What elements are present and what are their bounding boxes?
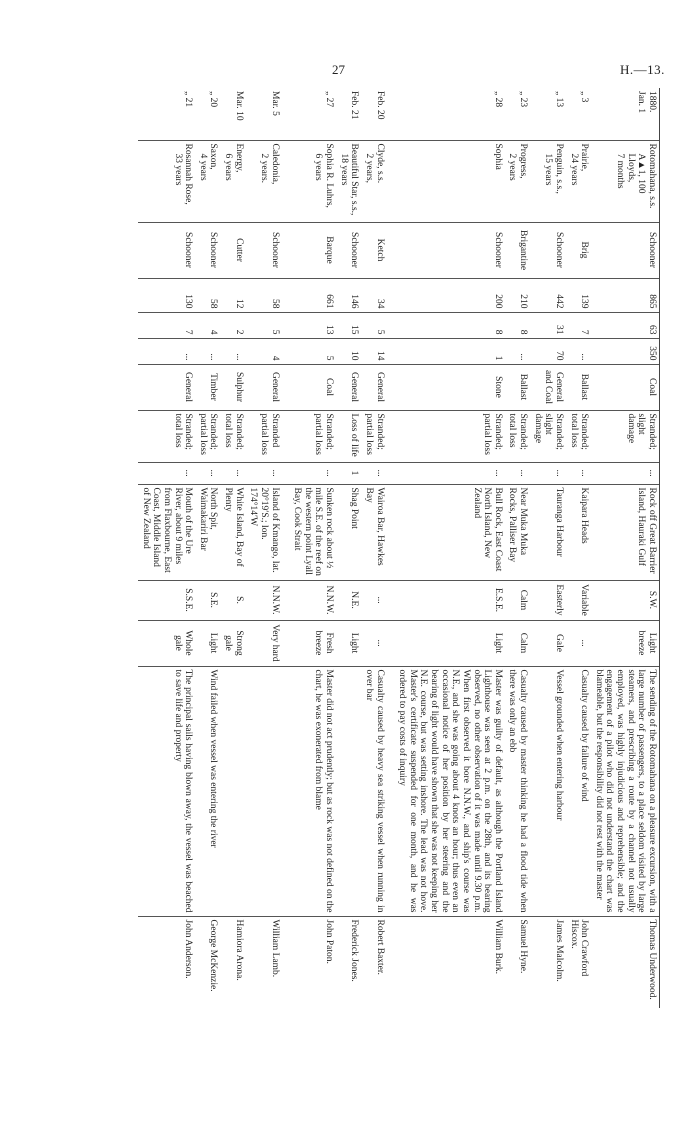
day-label: 28 <box>492 97 503 108</box>
lives-lost-cell: ... <box>505 462 530 484</box>
master-cell: John Anderson. <box>138 916 195 1008</box>
tonnage-cell: 139 <box>566 278 591 312</box>
lives-lost-cell: ... <box>246 462 290 484</box>
table-row <box>530 88 566 1008</box>
vessel-detail: 6 years <box>313 153 324 181</box>
day-label: 21 <box>349 110 360 120</box>
day-label: 21 <box>183 97 194 108</box>
vessel-detail: 4 years <box>197 153 208 181</box>
vessel-detail: 24 years <box>568 153 579 186</box>
vessel-name: Rosannah Rose, <box>183 143 194 205</box>
vessel-cell <box>395 140 505 222</box>
crew-cell: 63 <box>591 312 659 338</box>
finding-cell: Vessel grounded when entering harbour <box>530 666 566 916</box>
tonnage-cell: 130 <box>138 278 195 312</box>
month-label: „ <box>208 91 219 96</box>
date-cell <box>505 88 530 140</box>
place-cell: Rock off Great Barrier Island, Hauraki Gulf <box>591 484 659 580</box>
vessel-name: Energy, <box>233 143 244 173</box>
finding-cell: Wind failed when vessel was entering the river <box>195 666 220 916</box>
vessel-name: Sophia R. Luhrs, <box>324 143 335 208</box>
place-cell: North Spit, Waimakariri Bar <box>195 484 220 580</box>
wreck-returns-table <box>138 88 660 1008</box>
vessel-name: Rotomahana, s.s. <box>647 143 657 209</box>
master-cell: Samuel Hyne. <box>505 916 530 1008</box>
wind-force-cell: ... <box>361 620 394 666</box>
master-cell: John Crawford Hiscox. <box>566 916 591 1008</box>
wind-direction-cell: E.S.E. <box>395 580 505 620</box>
crew-cell: 4 <box>195 312 220 338</box>
vessel-name: Beautiful Star, s.s., <box>349 143 360 216</box>
day-label: 20 <box>374 110 385 120</box>
date-cell <box>395 88 505 140</box>
date-cell <box>195 88 220 140</box>
wind-force-cell: Fresh breeze <box>290 620 337 666</box>
vessel-cell <box>566 140 591 222</box>
place-cell: Shag Point <box>336 484 361 580</box>
wind-force-cell: Light breeze <box>591 620 659 666</box>
tonnage-cell: 210 <box>505 278 530 312</box>
damage-cell: Stranded; total loss <box>566 410 591 462</box>
rig-cell: Schooner <box>591 222 659 278</box>
rig-cell: Barque <box>290 222 337 278</box>
day-label: 5 <box>269 111 280 116</box>
table-row <box>246 88 290 1008</box>
damage-cell: Stranded; total loss <box>221 410 246 462</box>
cargo-cell: General <box>336 364 361 410</box>
vessel-detail: 18 years <box>338 153 349 186</box>
cargo-cell: Stone <box>395 364 505 410</box>
place-cell: Sunken rock about ½ mile S.E. of the reef on the western point Lyall Bay, Cook Strait <box>290 484 337 580</box>
cargo-cell: Coal <box>591 364 659 410</box>
wind-direction-cell: N.N.W. <box>246 580 290 620</box>
passengers-cell: ... <box>505 338 530 364</box>
rig-cell: Schooner <box>138 222 195 278</box>
master-cell: William Lamb. <box>246 916 290 1008</box>
month-label: Mar. <box>269 91 280 109</box>
cargo-cell: Sulphur <box>221 364 246 410</box>
vessel-name: Prairie, <box>579 143 590 172</box>
vessel-cell <box>361 140 394 222</box>
damage-cell: Loss of life <box>336 410 361 462</box>
tonnage-cell: 200 <box>395 278 505 312</box>
place-cell: Bull Rock, East Coast North Island, New Zealand <box>395 484 505 580</box>
vessel-name: Sophia <box>492 143 503 170</box>
wind-direction-cell: N.E. <box>336 580 361 620</box>
wind-direction-cell: S.S.E. <box>138 580 195 620</box>
damage-cell: Stranded; slight damage <box>530 410 566 462</box>
rig-cell: Schooner <box>246 222 290 278</box>
vessel-cell <box>505 140 530 222</box>
day-label: 1 <box>636 108 647 114</box>
finding-cell <box>221 666 246 916</box>
day-label: 23 <box>518 97 529 108</box>
rig-cell: Cutter <box>221 222 246 278</box>
tonnage-cell: 661 <box>290 278 337 312</box>
crew-cell: 31 <box>530 312 566 338</box>
tonnage-cell: 865 <box>591 278 659 312</box>
tonnage-cell: 58 <box>195 278 220 312</box>
day-label: 10 <box>233 111 244 121</box>
tonnage-cell: 442 <box>530 278 566 312</box>
rig-cell: Schooner <box>336 222 361 278</box>
month-label: „ <box>324 91 335 96</box>
finding-cell <box>336 666 361 916</box>
lives-lost-cell: ... <box>361 462 394 484</box>
crew-cell: 13 <box>290 312 337 338</box>
vessel-cell <box>246 140 290 222</box>
damage-cell: Stranded; slight damage <box>591 410 659 462</box>
finding-cell: The principal sails having blown away, the vessel was beached to save life and property <box>138 666 195 916</box>
wreck-returns-table-rotated <box>30 88 660 1008</box>
master-cell: William Burk. <box>395 916 505 1008</box>
wind-force-cell: Whole gale <box>138 620 195 666</box>
finding-cell: Master did not act prudently; but as rock was not defined on the chart, he was exonerated from blame <box>290 666 337 916</box>
month-label: „ <box>554 91 564 96</box>
month-label: „ <box>183 91 194 96</box>
day-label: 20 <box>208 97 219 108</box>
passengers-cell: 5 <box>290 338 337 364</box>
rig-cell: Brig <box>566 222 591 278</box>
rig-cell: Schooner <box>395 222 505 278</box>
wind-force-cell: Strong gale <box>221 620 246 666</box>
master-cell: James Malcolm. <box>530 916 566 1008</box>
rig-cell: Ketch <box>361 222 394 278</box>
cargo-cell: Timber <box>195 364 220 410</box>
vessel-detail: 6 years <box>223 153 234 181</box>
finding-cell <box>246 666 290 916</box>
month-label: Mar. <box>233 91 244 109</box>
month-label: „ <box>518 91 529 96</box>
wind-force-cell: Light <box>195 620 220 666</box>
tonnage-cell: 12 <box>221 278 246 312</box>
vessel-cell <box>530 140 566 222</box>
wind-direction-cell: S. <box>221 580 246 620</box>
date-cell <box>138 88 195 140</box>
wind-force-cell: ... <box>566 620 591 666</box>
table-row <box>336 88 361 1008</box>
table-row <box>195 88 220 1008</box>
wind-force-cell: Gale <box>530 620 566 666</box>
finding-cell: Master was guilty of default, as although the Portland Island Lighthouse was seen at 2 p.m. on the 28th, and its bearing observed, no other observation of it was made until 9.30 p.m. When first observed it bore N.N.W., and ship's course was N.E., and she was going about 4 knots an hour; thus even an occasional notice of her position by her steering and the bearing of light would have shown that she was not keeping her N.E. course, but was setting inshore. The lead was not hove. Master's certificate suspended for one month, and he was ordered to pay costs of inquiry <box>395 666 505 916</box>
month-label: „ <box>579 91 590 96</box>
lives-lost-cell: ... <box>290 462 337 484</box>
date-cell <box>530 88 566 140</box>
wind-direction-cell: S.E. <box>195 580 220 620</box>
wind-direction-cell: N.N.W. <box>290 580 337 620</box>
wind-force-cell: Calm <box>505 620 530 666</box>
cargo-cell: General <box>361 364 394 410</box>
passengers-cell: ... <box>138 338 195 364</box>
vessel-cell <box>138 140 195 222</box>
damage-cell: Stranded; partial loss <box>395 410 505 462</box>
lives-lost-cell: ... <box>566 462 591 484</box>
place-cell: Island of Kmango, lat. 20°19′S.; lon. 174°14′W <box>246 484 290 580</box>
passengers-cell: 4 <box>246 338 290 364</box>
master-cell: Robert Baxter. <box>361 916 394 1008</box>
crew-cell: 5 <box>246 312 290 338</box>
vessel-cell <box>336 140 361 222</box>
vessel-name: Penguin, s.s., <box>554 143 564 194</box>
rig-cell: Schooner <box>195 222 220 278</box>
cargo-cell: General <box>138 364 195 410</box>
master-cell: Frederick Jones. <box>336 916 361 1008</box>
cargo-cell: Ballast <box>505 364 530 410</box>
passengers-cell: 70 <box>530 338 566 364</box>
vessel-detail: A▲1, 100 Lloyds, <box>625 153 647 194</box>
place-cell: Tauranga Harbour <box>530 484 566 580</box>
table-row <box>290 88 337 1008</box>
wind-force-cell: Light <box>395 620 505 666</box>
place-cell: Wairoa Bar, Hawkes Bay <box>361 484 394 580</box>
crew-cell: 7 <box>138 312 195 338</box>
vessel-detail: 2 years <box>507 153 518 181</box>
crew-cell: 15 <box>336 312 361 338</box>
date-cell <box>246 88 290 140</box>
crew-cell: 7 <box>566 312 591 338</box>
date-cell <box>591 88 659 140</box>
vessel-detail-2: 7 months <box>615 153 626 189</box>
finding-cell: Casualty caused by failure of wind <box>566 666 591 916</box>
month-label: Feb. <box>374 91 385 108</box>
cargo-cell: General and Coal <box>530 364 566 410</box>
cargo-cell: General <box>246 364 290 410</box>
vessel-cell <box>195 140 220 222</box>
table-row <box>361 88 394 1008</box>
passengers-cell: ... <box>195 338 220 364</box>
vessel-detail: 2 years, <box>364 153 374 184</box>
passengers-cell: 10 <box>336 338 361 364</box>
tonnage-cell: 58 <box>246 278 290 312</box>
wind-direction-cell: Calm <box>505 580 530 620</box>
lives-lost-cell: 1 <box>336 462 361 484</box>
wind-force-cell: Very hard <box>246 620 290 666</box>
lives-lost-cell: ... <box>395 462 505 484</box>
day-label: 13 <box>554 97 564 108</box>
damage-cell: Stranded; partial loss <box>361 410 394 462</box>
lives-lost-cell: ... <box>221 462 246 484</box>
master-cell: John Paton. <box>290 916 337 1008</box>
master-cell: Hamiora Arona. <box>221 916 246 1008</box>
crew-cell: 2 <box>221 312 246 338</box>
date-cell <box>566 88 591 140</box>
passengers-cell: 14 <box>361 338 394 364</box>
month-label: Jan. <box>636 91 647 107</box>
tonnage-cell: 146 <box>336 278 361 312</box>
table-row <box>505 88 530 1008</box>
day-label: 27 <box>324 97 335 108</box>
vessel-cell <box>221 140 246 222</box>
date-cell <box>221 88 246 140</box>
vessel-cell <box>290 140 337 222</box>
passengers-cell: ... <box>221 338 246 364</box>
wind-direction-cell: ... <box>361 580 394 620</box>
date-cell <box>336 88 361 140</box>
passengers-cell: 1 <box>395 338 505 364</box>
finding-cell: Casualty caused by heavy sea striking vessel when running in over bar <box>361 666 394 916</box>
year-label: 1880. <box>647 91 657 113</box>
wind-direction-cell: Easterly <box>530 580 566 620</box>
crew-cell: 8 <box>505 312 530 338</box>
passengers-cell: ... <box>566 338 591 364</box>
table-row <box>221 88 246 1008</box>
vessel-cell <box>591 140 659 222</box>
damage-cell: Stranded partial loss <box>246 410 290 462</box>
passengers-cell: 350 <box>591 338 659 364</box>
page-number: 27 <box>332 62 345 77</box>
day-label: 3 <box>579 97 590 103</box>
month-label: „ <box>492 91 503 96</box>
cargo-cell: Coal <box>290 364 337 410</box>
rig-cell: Brigantine <box>505 222 530 278</box>
finding-cell: The sending of the Rotomahana on a pleasure excursion, with a large number of passengers, to a place seldom visited by large steamers, and prescribing a route by a channel not usually employed, was highly injudicious and reprehensible; and the engagement of a pilot who did not understand the chart was blameable, but the responsibility did not rest with the master <box>591 666 659 916</box>
damage-cell: Stranded; partial loss <box>290 410 337 462</box>
date-cell <box>290 88 337 140</box>
rig-cell: Schooner <box>530 222 566 278</box>
damage-cell: Stranded; partial loss <box>195 410 220 462</box>
crew-cell: 5 <box>361 312 394 338</box>
table-row <box>591 88 659 1008</box>
cargo-cell: Ballast <box>566 364 591 410</box>
master-cell: George McKenzie. <box>195 916 220 1008</box>
vessel-name: Clyde, s.s. <box>374 143 385 184</box>
wind-direction-cell: S.W. <box>591 580 659 620</box>
damage-cell: Stranded; total loss <box>138 410 195 462</box>
table-row <box>566 88 591 1008</box>
vessel-detail: 15 years <box>543 153 554 186</box>
place-cell: Mouth of the Ure River, about 9 miles from Flaxbourne, East Coast, Middle Island of New Zealand <box>138 484 195 580</box>
place-cell: Kaipara Heads <box>566 484 591 580</box>
place-cell: Near Muka Muka Rocks, Palliser Bay <box>505 484 530 580</box>
tonnage-cell: 34 <box>361 278 394 312</box>
lives-lost-cell: ... <box>138 462 195 484</box>
vessel-detail: 2 years. <box>259 153 269 184</box>
date-cell <box>361 88 394 140</box>
damage-cell: Stranded; total loss <box>505 410 530 462</box>
crew-cell: 8 <box>395 312 505 338</box>
vessel-name: Progress, <box>518 143 529 179</box>
month-label: Feb. <box>349 91 360 108</box>
finding-cell: Casualty caused by master thinking he had a flood tide when there was only an ebb <box>505 666 530 916</box>
place-cell: White Island, Bay of Plenty <box>221 484 246 580</box>
document-reference: H.—13. <box>620 62 665 77</box>
vessel-name: Saxon, <box>208 143 219 170</box>
lives-lost-cell: ... <box>530 462 566 484</box>
lives-lost-cell: ... <box>591 462 659 484</box>
master-cell: Thomas Underwood. <box>591 916 659 1008</box>
vessel-name: Caledonia, <box>269 143 280 185</box>
wind-direction-cell: Variable <box>566 580 591 620</box>
vessel-detail: 33 years <box>172 153 183 186</box>
table-row <box>138 88 195 1008</box>
wind-force-cell: Light <box>336 620 361 666</box>
table-row <box>395 88 505 1008</box>
lives-lost-cell: ... <box>195 462 220 484</box>
